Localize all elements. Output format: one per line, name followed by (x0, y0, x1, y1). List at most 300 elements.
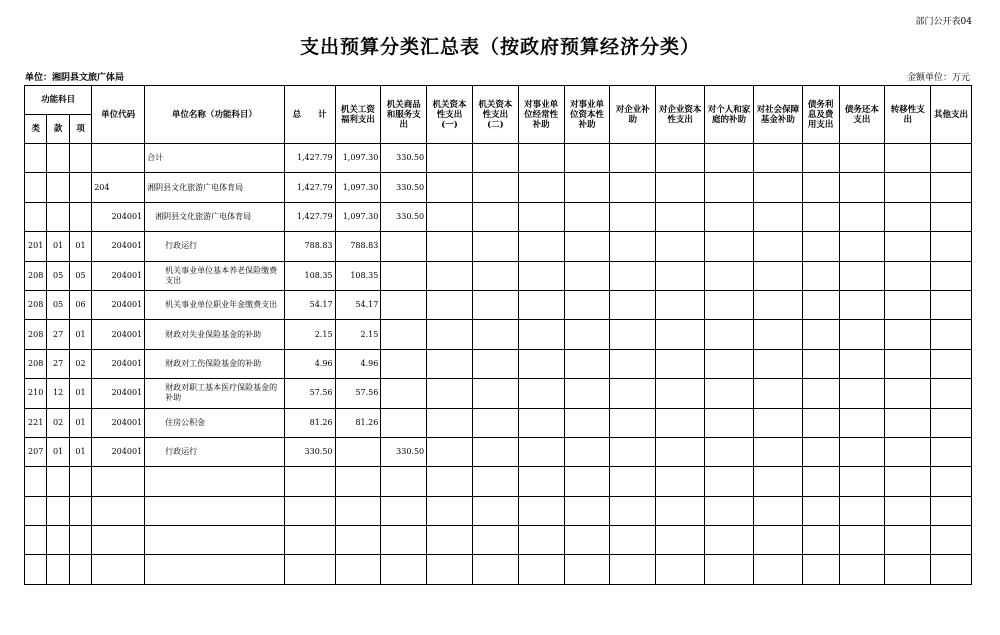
cell-empty (753, 144, 802, 173)
cell-empty (518, 290, 564, 319)
cell-goods (381, 379, 427, 408)
cell-empty (427, 555, 473, 584)
table-row (25, 261, 972, 290)
cell-name: 湘阴县文化旅游广电体育局 (145, 202, 285, 231)
cell-empty (472, 379, 518, 408)
cell-total: 2.15 (284, 320, 335, 349)
cell-empty (381, 467, 427, 496)
cell-empty (931, 437, 972, 466)
cell-empty (564, 232, 610, 261)
cell-empty (705, 496, 754, 525)
cell-empty (564, 408, 610, 437)
cell-empty (69, 496, 91, 525)
header-lei: 类 (25, 115, 47, 144)
cell-kuan: 01 (47, 232, 69, 261)
cell-empty (931, 496, 972, 525)
cell-empty (427, 379, 473, 408)
cell-empty (931, 379, 972, 408)
cell-empty (839, 232, 885, 261)
table-row (25, 144, 972, 173)
cell-code: 204001 (92, 232, 145, 261)
unit-label: 单位：湘阴县文旅广体局 (25, 73, 125, 83)
cell-empty (92, 467, 145, 496)
cell-empty (705, 320, 754, 349)
cell-empty (518, 467, 564, 496)
cell-goods (381, 349, 427, 378)
cell-code: 204001 (92, 320, 145, 349)
cell-name: 机关事业单位基本养老保险缴费支出 (145, 261, 285, 290)
cell-empty (931, 408, 972, 437)
cell-total: 57.56 (284, 379, 335, 408)
cell-empty (802, 261, 839, 290)
cell-empty (753, 232, 802, 261)
page-title: 支出预算分类汇总表（按政府预算经济分类） (299, 36, 700, 58)
cell-lei: 208 (25, 349, 47, 378)
cell-empty (885, 467, 931, 496)
cell-empty (564, 144, 610, 173)
cell-empty (25, 467, 47, 496)
cell-empty (802, 496, 839, 525)
cell-empty (518, 232, 564, 261)
cell-wages: 54.17 (335, 290, 381, 319)
cell-empty (427, 261, 473, 290)
cell-empty (802, 437, 839, 466)
cell-empty (335, 555, 381, 584)
cell-kuan (47, 144, 69, 173)
cell-total: 1,427.79 (284, 144, 335, 173)
cell-empty (885, 202, 931, 231)
cell-goods (381, 290, 427, 319)
cell-wages: 81.26 (335, 408, 381, 437)
cell-empty (839, 144, 885, 173)
cell-goods: 330.50 (381, 173, 427, 202)
cell-empty (656, 467, 705, 496)
cell-empty (656, 555, 705, 584)
cell-empty (564, 202, 610, 231)
cell-wages: 1,097.30 (335, 202, 381, 231)
cell-total: 330.50 (284, 437, 335, 466)
cell-empty (145, 496, 285, 525)
cell-lei: 208 (25, 261, 47, 290)
cell-empty (753, 408, 802, 437)
header-other: 其他支出 (931, 86, 972, 144)
cell-goods (381, 232, 427, 261)
cell-wages: 1,097.30 (335, 144, 381, 173)
cell-empty (610, 467, 656, 496)
cell-empty (25, 555, 47, 584)
budget-table (24, 85, 972, 585)
header-total: 总 计 (284, 86, 335, 144)
cell-empty (839, 467, 885, 496)
cell-empty (427, 437, 473, 466)
cell-empty (427, 144, 473, 173)
table-row (25, 232, 972, 261)
cell-empty (564, 320, 610, 349)
cell-goods (381, 261, 427, 290)
cell-wages: 108.35 (335, 261, 381, 290)
cell-xiang: 01 (69, 232, 91, 261)
cell-empty (564, 437, 610, 466)
cell-empty (518, 144, 564, 173)
cell-empty (705, 202, 754, 231)
cell-lei (25, 202, 47, 231)
cell-empty (284, 526, 335, 555)
table-row (25, 379, 972, 408)
header-kuan: 款 (47, 115, 69, 144)
cell-empty (931, 320, 972, 349)
cell-empty (802, 526, 839, 555)
cell-goods: 330.50 (381, 202, 427, 231)
cell-empty (427, 290, 473, 319)
cell-name: 湘阴县文化旅游广电体育局 (145, 173, 285, 202)
cell-empty (610, 290, 656, 319)
cell-empty (885, 349, 931, 378)
cell-kuan: 01 (47, 437, 69, 466)
cell-xiang: 06 (69, 290, 91, 319)
cell-empty (839, 349, 885, 378)
cell-empty (564, 173, 610, 202)
cell-total: 1,427.79 (284, 202, 335, 231)
cell-empty (705, 232, 754, 261)
cell-kuan: 05 (47, 261, 69, 290)
cell-goods: 330.50 (381, 437, 427, 466)
cell-empty (610, 232, 656, 261)
cell-total: 81.26 (284, 408, 335, 437)
cell-empty (839, 320, 885, 349)
header-capital1: 机关资本性支出(一) (427, 86, 473, 144)
cell-empty (518, 261, 564, 290)
table-row-empty (25, 555, 972, 584)
cell-empty (656, 496, 705, 525)
cell-wages: 4.96 (335, 349, 381, 378)
cell-empty (472, 349, 518, 378)
cell-lei: 208 (25, 290, 47, 319)
cell-empty (753, 202, 802, 231)
cell-xiang (69, 202, 91, 231)
cell-empty (92, 496, 145, 525)
cell-xiang: 02 (69, 349, 91, 378)
cell-empty (753, 290, 802, 319)
cell-xiang (69, 144, 91, 173)
cell-empty (518, 496, 564, 525)
cell-empty (145, 555, 285, 584)
cell-empty (705, 349, 754, 378)
cell-empty (802, 320, 839, 349)
cell-empty (69, 467, 91, 496)
cell-empty (885, 437, 931, 466)
cell-wages: 57.56 (335, 379, 381, 408)
cell-total: 54.17 (284, 290, 335, 319)
cell-empty (47, 555, 69, 584)
cell-empty (284, 555, 335, 584)
cell-empty (472, 496, 518, 525)
cell-empty (47, 496, 69, 525)
cell-empty (427, 320, 473, 349)
cell-empty (564, 526, 610, 555)
cell-xiang: 01 (69, 320, 91, 349)
cell-code: 204001 (92, 202, 145, 231)
cell-empty (610, 408, 656, 437)
cell-empty (656, 320, 705, 349)
cell-empty (931, 173, 972, 202)
cell-empty (610, 526, 656, 555)
table-row-empty (25, 496, 972, 525)
cell-empty (885, 173, 931, 202)
cell-empty (705, 173, 754, 202)
cell-empty (656, 290, 705, 319)
cell-empty (472, 232, 518, 261)
cell-empty (839, 408, 885, 437)
cell-empty (839, 290, 885, 319)
cell-empty (564, 349, 610, 378)
cell-empty (656, 408, 705, 437)
cell-empty (705, 555, 754, 584)
cell-empty (656, 232, 705, 261)
cell-empty (518, 526, 564, 555)
cell-empty (518, 379, 564, 408)
cell-empty (564, 467, 610, 496)
cell-empty (427, 232, 473, 261)
cell-empty (610, 202, 656, 231)
cell-empty (69, 526, 91, 555)
cell-empty (92, 526, 145, 555)
cell-empty (284, 467, 335, 496)
cell-empty (381, 555, 427, 584)
cell-empty (753, 467, 802, 496)
cell-empty (518, 408, 564, 437)
table-row (25, 202, 972, 231)
cell-empty (705, 467, 754, 496)
cell-empty (472, 261, 518, 290)
cell-empty (931, 467, 972, 496)
cell-xiang: 01 (69, 437, 91, 466)
cell-empty (472, 202, 518, 231)
cell-kuan: 27 (47, 320, 69, 349)
cell-empty (705, 408, 754, 437)
cell-lei: 221 (25, 408, 47, 437)
cell-empty (427, 496, 473, 525)
cell-empty (705, 437, 754, 466)
cell-empty (802, 408, 839, 437)
cell-empty (427, 202, 473, 231)
cell-name: 行政运行 (145, 232, 285, 261)
cell-goods: 330.50 (381, 144, 427, 173)
cell-empty (656, 261, 705, 290)
cell-empty (656, 202, 705, 231)
cell-goods (381, 408, 427, 437)
cell-empty (802, 173, 839, 202)
cell-name: 住房公积金 (145, 408, 285, 437)
cell-empty (472, 290, 518, 319)
cell-goods (381, 320, 427, 349)
header-personal: 对个人和家庭的补助 (705, 86, 754, 144)
cell-empty (25, 496, 47, 525)
cell-empty (705, 261, 754, 290)
cell-empty (564, 261, 610, 290)
cell-empty (839, 379, 885, 408)
cell-xiang: 01 (69, 379, 91, 408)
cell-empty (472, 555, 518, 584)
cell-empty (839, 526, 885, 555)
money-unit-label: 金额单位：万元 (906, 73, 970, 83)
cell-xiang: 05 (69, 261, 91, 290)
header-goods: 机关商品和服务支出 (381, 86, 427, 144)
cell-empty (885, 408, 931, 437)
cell-empty (885, 232, 931, 261)
header-debt-interest: 债务利息及费用支出 (802, 86, 839, 144)
cell-code: 204001 (92, 261, 145, 290)
cell-code: 204001 (92, 408, 145, 437)
cell-empty (472, 526, 518, 555)
cell-kuan: 02 (47, 408, 69, 437)
cell-empty (381, 526, 427, 555)
header-capital2: 机关资本性支出(二) (472, 86, 518, 144)
cell-empty (656, 526, 705, 555)
cell-empty (47, 467, 69, 496)
cell-empty (335, 496, 381, 525)
cell-code: 204001 (92, 379, 145, 408)
cell-empty (472, 408, 518, 437)
cell-empty (427, 173, 473, 202)
header-ent-capital: 对企业资本性支出 (656, 86, 705, 144)
cell-empty (802, 144, 839, 173)
table-row-empty (25, 526, 972, 555)
cell-empty (885, 496, 931, 525)
cell-empty (656, 144, 705, 173)
cell-lei (25, 173, 47, 202)
cell-empty (427, 467, 473, 496)
cell-empty (705, 144, 754, 173)
cell-empty (839, 173, 885, 202)
cell-empty (656, 437, 705, 466)
cell-xiang: 01 (69, 408, 91, 437)
cell-name: 财政对工伤保险基金的补助 (145, 349, 285, 378)
cell-wages: 1,097.30 (335, 173, 381, 202)
cell-empty (145, 467, 285, 496)
cell-empty (335, 526, 381, 555)
cell-empty (802, 467, 839, 496)
cell-empty (472, 144, 518, 173)
cell-empty (472, 437, 518, 466)
cell-empty (885, 144, 931, 173)
cell-empty (610, 349, 656, 378)
cell-empty (931, 232, 972, 261)
cell-empty (753, 349, 802, 378)
cell-empty (839, 496, 885, 525)
cell-empty (69, 555, 91, 584)
cell-empty (753, 320, 802, 349)
table-row (25, 290, 972, 319)
cell-name: 合计 (145, 144, 285, 173)
cell-empty (518, 202, 564, 231)
cell-empty (381, 496, 427, 525)
cell-wages: 788.83 (335, 232, 381, 261)
cell-empty (753, 261, 802, 290)
cell-empty (518, 320, 564, 349)
cell-total: 4.96 (284, 349, 335, 378)
cell-empty (753, 173, 802, 202)
cell-lei: 201 (25, 232, 47, 261)
cell-empty (427, 349, 473, 378)
cell-empty (472, 467, 518, 496)
header-inst-regular: 对事业单位经常性补助 (518, 86, 564, 144)
header-xiang: 项 (69, 115, 91, 144)
cell-code: 204 (92, 173, 145, 202)
header-ent-subsidy: 对企业补助 (610, 86, 656, 144)
cell-empty (610, 261, 656, 290)
cell-empty (885, 555, 931, 584)
cell-empty (931, 261, 972, 290)
table-row (25, 320, 972, 349)
cell-kuan (47, 173, 69, 202)
table-row (25, 173, 972, 202)
cell-empty (335, 467, 381, 496)
cell-empty (610, 173, 656, 202)
table-body (25, 144, 972, 585)
cell-empty (705, 290, 754, 319)
cell-empty (284, 496, 335, 525)
cell-name: 机关事业单位职业年金缴费支出 (145, 290, 285, 319)
cell-empty (145, 526, 285, 555)
cell-empty (564, 555, 610, 584)
cell-total: 108.35 (284, 261, 335, 290)
header-social: 对社会保障基金补助 (753, 86, 802, 144)
cell-empty (839, 437, 885, 466)
cell-empty (564, 496, 610, 525)
cell-lei: 207 (25, 437, 47, 466)
table-row (25, 437, 972, 466)
cell-empty (518, 349, 564, 378)
header-name: 单位名称（功能科目） (145, 86, 285, 144)
cell-empty (656, 379, 705, 408)
cell-empty (931, 144, 972, 173)
cell-empty (802, 555, 839, 584)
table-row (25, 349, 972, 378)
cell-empty (885, 261, 931, 290)
cell-empty (610, 320, 656, 349)
cell-empty (885, 290, 931, 319)
header-inst-capital: 对事业单位资本性补助 (564, 86, 610, 144)
cell-kuan: 05 (47, 290, 69, 319)
cell-empty (885, 526, 931, 555)
cell-empty (885, 379, 931, 408)
cell-empty (802, 379, 839, 408)
cell-empty (518, 555, 564, 584)
header-transfer: 转移性支出 (885, 86, 931, 144)
cell-empty (839, 202, 885, 231)
cell-empty (753, 496, 802, 525)
table-number: 部门公开表04 (915, 17, 972, 27)
cell-kuan: 27 (47, 349, 69, 378)
cell-empty (753, 437, 802, 466)
cell-lei: 208 (25, 320, 47, 349)
cell-empty (610, 437, 656, 466)
cell-empty (931, 555, 972, 584)
cell-code: 204001 (92, 437, 145, 466)
cell-empty (802, 202, 839, 231)
cell-empty (931, 290, 972, 319)
cell-code (92, 144, 145, 173)
cell-empty (610, 496, 656, 525)
cell-empty (931, 349, 972, 378)
cell-total: 1,427.79 (284, 173, 335, 202)
cell-empty (518, 173, 564, 202)
cell-empty (839, 555, 885, 584)
cell-empty (802, 349, 839, 378)
cell-kuan (47, 202, 69, 231)
header-func-subject: 功能科目 (25, 86, 92, 115)
cell-name: 财政对职工基本医疗保险基金的补助 (145, 379, 285, 408)
